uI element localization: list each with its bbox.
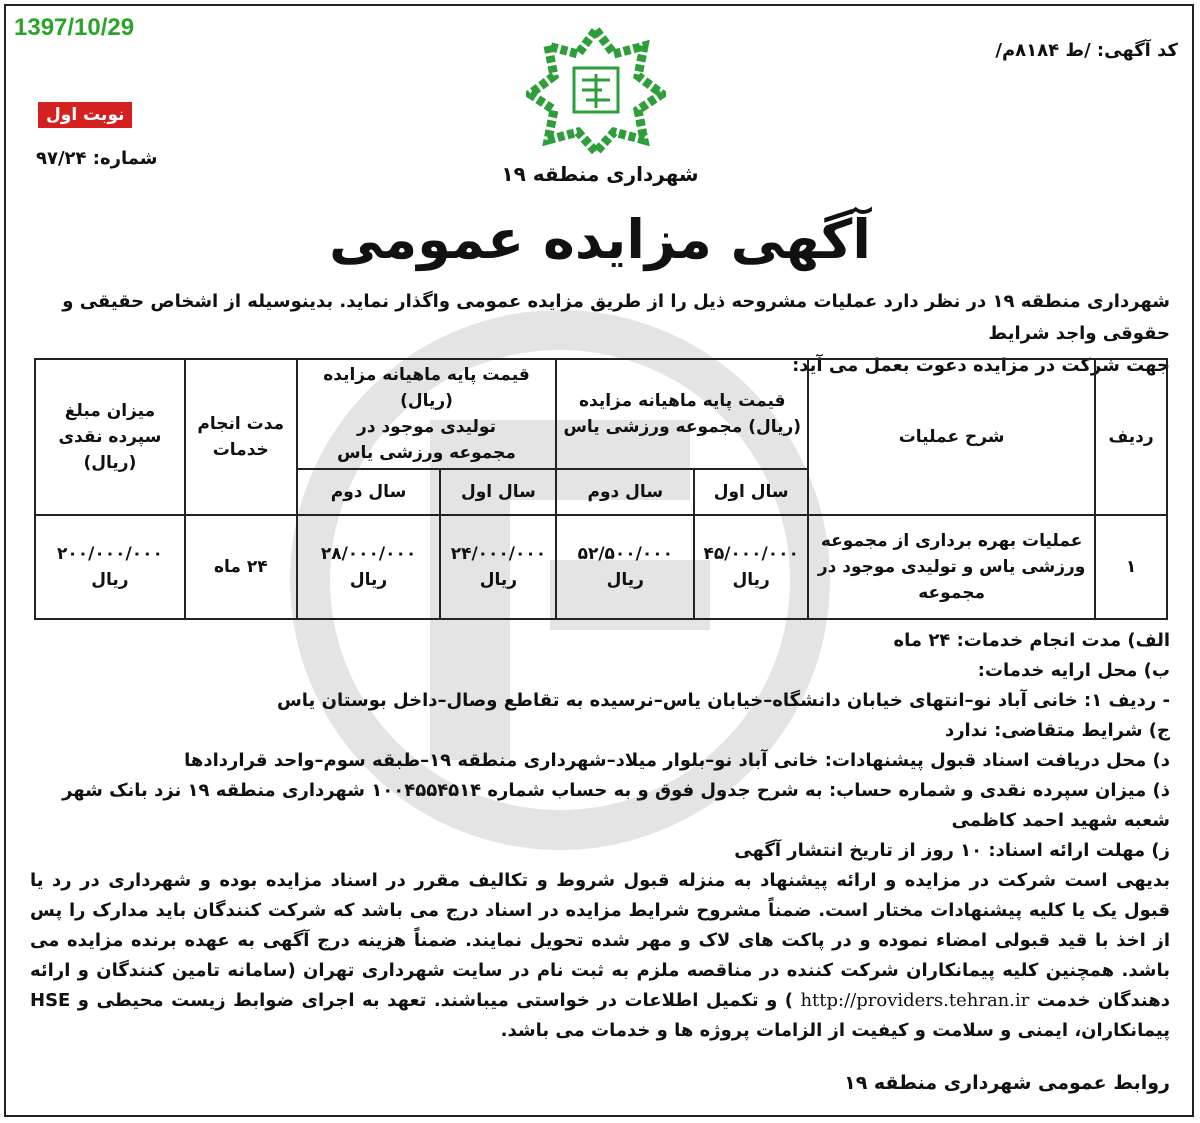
terms-paragraph: [30, 866, 1170, 1046]
header-base-price-production: قیمت پایه ماهیانه مزایده (ریال) تولیدی موجود در مجموعه ورزشی یاس: [297, 359, 557, 469]
cell-operation: عملیات بهره برداری از مجموعه ورزشی یاس و تولیدی موجود در مجموعه: [808, 515, 1095, 619]
terms-text: ) و تکمیل اطلاعات در خواستی میباشند. تعهد به اجرای ضوابط زیست محیطی و HSE پیمانکاران، ایمنی و سلامت و کیفیت از الزامات پروژه ها و خدمات می باشد.: [30, 990, 1170, 1041]
table-row: [35, 515, 1167, 619]
terms-text: بدیهی است شرکت در مزایده و ارائه پیشنهاد به منزله قبول شروط و تکالیف مقرر در اسناد مزایده بوده و شهرداری در رد یا قبول یک یا کلیه پیشنهادات مختار است. ضمناً مشروح شرایط مزایده در اسناد درج می باشد که شرکت کنندگان باید مدارک را پس از اخذ با قید قبولی امضاء نموده و در پاکت های لاک و مهر شده تحویل نمایند. ضمناً هزینه درج آگهی به عهده برنده مزایده می باشد. همچنین کلیه پیمانکاران شرکت کننده در مناقصه ملزم به ثبت نام در سایت شهرداری تهران (سامانه تامین کنندگان و ارائه دهندگان خدمت: [30, 870, 1170, 1011]
cell-production-year1: ۲۴/۰۰۰/۰۰۰ ریال: [440, 515, 556, 619]
ad-number: شماره: ۹۷/۲۴: [36, 148, 158, 169]
header-operation: شرح عملیات: [808, 359, 1095, 515]
org-name: شهرداری منطقه ۱۹: [501, 162, 699, 186]
header-duration: مدت انجام خدمات: [185, 359, 297, 515]
cell-duration: ۲۴ ماه: [185, 515, 297, 619]
cell-production-year2: ۲۸/۰۰۰/۰۰۰ ریال: [297, 515, 441, 619]
intro-line: جهت شرکت در مزایده دعوت بعمل می آید:: [792, 355, 1170, 376]
condition-item: - ردیف ۱: خانی آباد نو–انتهای خیابان دانشگاه–خیابان یاس–نرسیده به تقاطع وصال–داخل بوستان یاس: [276, 690, 1170, 711]
notice-code: کد آگهی: /ط ۸۱۸۴م/: [995, 40, 1178, 61]
intro-line: شهرداری منطقه ۱۹ در نظر دارد عملیات مشروحه ذیل را از طریق مزایده عمومی واگذار نماید. بدینوسیله از اشخاص حقیقی و حقوقی واجد شرایط: [62, 291, 1170, 344]
cell-complex-year2: ۵۲/۵۰۰/۰۰۰ ریال: [556, 515, 694, 619]
condition-item: ب) محل ارایه خدمات:: [977, 660, 1170, 681]
condition-item: د) محل دریافت اسناد قبول پیشنهادات: خانی آباد نو–بلوار میلاد–شهرداری منطقه ۱۹–طبقه سوم–واحد قراردادها: [184, 750, 1170, 771]
header-production-year1: سال اول: [440, 469, 556, 515]
header-deposit: میزان مبلغ سپرده نقدی (ریال): [35, 359, 185, 515]
condition-item: الف) مدت انجام خدمات: ۲۴ ماه: [893, 630, 1170, 651]
header-complex-year2: سال دوم: [556, 469, 694, 515]
condition-item: ذ) میزان سپرده نقدی و شماره حساب: به شرح جدول فوق و به حساب شماره ۱۰۰۴۵۵۴۵۱۴ شهرداری منطقه ۱۹ نزد بانک شهر شعبه شهید احمد کاظمی: [62, 780, 1170, 831]
header-complex-year1: سال اول: [694, 469, 808, 515]
footer-signature: روابط عمومی شهرداری منطقه ۱۹: [844, 1072, 1170, 1094]
conditions-section: [30, 626, 1170, 1046]
cell-row-no: ۱: [1095, 515, 1167, 619]
header-row-no: ردیف: [1095, 359, 1167, 515]
round-badge: نوبت اول: [38, 102, 132, 128]
municipality-logo-icon: [526, 24, 666, 156]
condition-item: ز) مهلت ارائه اسناد: ۱۰ روز از تاریخ انتشار آگهی: [734, 840, 1170, 861]
header-production-year2: سال دوم: [297, 469, 441, 515]
header-base-price-complex: قیمت پایه ماهیانه مزایده (ریال) مجموعه ورزشی یاس: [556, 359, 808, 469]
page-title: آگهی مزایده عمومی: [329, 208, 871, 271]
operations-table: [34, 358, 1168, 620]
providers-link[interactable]: http://providers.tehran.ir: [800, 990, 1030, 1011]
cell-deposit: ۲۰۰/۰۰۰/۰۰۰ ریال: [35, 515, 185, 619]
cell-complex-year1: ۴۵/۰۰۰/۰۰۰ ریال: [694, 515, 808, 619]
condition-item: ج) شرایط متقاضی: ندارد: [944, 720, 1170, 741]
date-stamp: 1397/10/29: [14, 14, 135, 41]
